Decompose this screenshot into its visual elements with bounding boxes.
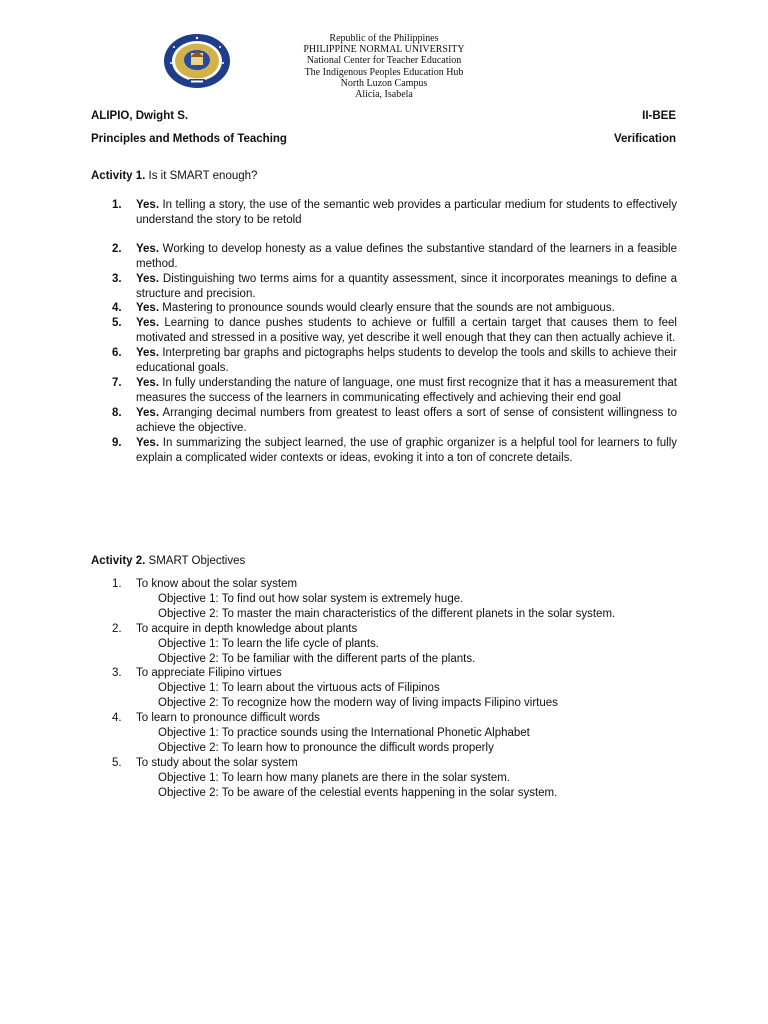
activity2-title: SMART Objectives	[148, 555, 246, 567]
course-info-row	[91, 133, 676, 145]
objective-2: Objective 2: To be familiar with the different parts of the plants.	[158, 652, 476, 665]
activity2-label: Activity 2.	[91, 555, 146, 567]
activity1-heading	[91, 170, 257, 182]
letterhead	[234, 33, 534, 100]
activity2-list	[112, 577, 677, 801]
list-item: 4. To learn to pronounce difficult words Objective 1: To practice sounds using the International Phonetic Alphabet Objective 2: To learn how to pronounce the difficult words properly	[112, 711, 677, 756]
list-item: 3. To appreciate Filipino virtues Objective 1: To learn about the virtuous acts of Filipinos Objective 2: To recognize how the modern way of living impacts Filipino virtues	[112, 666, 677, 711]
list-item: 1. Yes. In telling a story, the use of the semantic web provides a particular medium for students to effectively understand the story to be retold	[112, 199, 677, 226]
list-item: 2. To acquire in depth knowledge about plants Objective 1: To learn the life cycle of plants. Objective 2: To be familiar with the different parts of the plants.	[112, 622, 677, 667]
list-item: 4. Yes. Mastering to pronounce sounds would clearly ensure that the sounds are not ambiguous.	[112, 302, 615, 315]
goal-text: To study about the solar system	[136, 756, 298, 769]
activity1-title: Is it SMART enough?	[148, 170, 258, 182]
list-item: 6. Yes. Interpreting bar graphs and pictographs helps students to develop the tools and skills to achieve their educational goals.	[112, 347, 677, 375]
student-section: II-BEE	[642, 110, 676, 122]
list-item: 3. Yes. Distinguishing two terms aims for a quantity assessment, since it incorporates meanings to define a structure and precision.	[112, 272, 677, 300]
header-line-campus: North Luzon Campus	[340, 77, 428, 89]
course-title: Principles and Methods of Teaching	[91, 133, 287, 145]
objective-2: Objective 2: To learn how to pronounce the difficult words properly	[158, 741, 494, 754]
list-item: 9. Yes. In summarizing the subject learned, the use of graphic organizer is a helpful tool for learners to fully explain a complicated wider contexts or ideas, evoking it into a ton of concrete details.	[112, 436, 677, 464]
header-line-republic: Republic of the Philippines	[329, 33, 439, 44]
objective-1: Objective 1: To learn how many planets are there in the solar system.	[158, 771, 510, 784]
goal-text: To acquire in depth knowledge about plants	[136, 622, 358, 635]
header-line-location: Alicia, Isabela	[355, 89, 413, 101]
header-line-hub: The Indigenous Peoples Education Hub	[304, 66, 464, 78]
list-item: 2. Yes. Working to develop honesty as a value defines the substantive standard of the learners in a feasible method.	[112, 242, 677, 270]
course-type: Verification	[614, 133, 676, 145]
objective-1: Objective 1: To learn about the virtuous acts of Filipinos	[158, 682, 440, 695]
list-item: 5. To study about the solar system Objective 1: To learn how many planets are there in the solar system. Objective 2: To be aware of the celestial events happening in the solar system.	[112, 756, 677, 801]
header-line-center: National Center for Teacher Education	[306, 55, 462, 67]
list-item: 7. Yes. In fully understanding the nature of language, one must first recognize that it has a measurement that measures the success of the learners in communicating effectively and achieving their end goal	[112, 376, 677, 404]
student-name: ALIPIO, Dwight S.	[91, 110, 189, 122]
objective-2: Objective 2: To recognize how the modern way of living impacts Filipino virtues	[158, 697, 558, 710]
student-info-row	[91, 110, 676, 122]
university-seal-logo	[162, 33, 232, 89]
objective-1: Objective 1: To find out how solar system is extremely huge.	[158, 592, 464, 605]
activity2-heading	[91, 555, 245, 567]
list-item: 5. Yes. Learning to dance pushes students to achieve or fulfill a certain target that causes them to feel motivated and stressed in a positive way, yet describe it well enough that they can then actually achieve it.	[112, 317, 677, 345]
goal-text: To learn to pronounce difficult words	[136, 712, 320, 725]
goal-text: To appreciate Filipino virtues	[136, 667, 282, 680]
objective-1: Objective 1: To learn the life cycle of plants.	[158, 637, 379, 650]
activity1-list	[112, 198, 677, 465]
activity1-label: Activity 1.	[91, 170, 146, 182]
list-item: 8. Yes. Arranging decimal numbers from greatest to least offers a sort of sense of consistent willingness to achieve the objective.	[112, 406, 678, 434]
objective-1: Objective 1: To practice sounds using the International Phonetic Alphabet	[158, 727, 530, 740]
list-item: 1. To know about the solar system Objective 1: To find out how solar system is extremely huge. Objective 2: To master the main characteristics of the different planets in the solar system.	[112, 577, 677, 622]
goal-text: To know about the solar system	[136, 578, 298, 590]
header-line-university: PHILIPPINE NORMAL UNIVERSITY	[303, 44, 465, 56]
objective-2: Objective 2: To master the main characteristics of the different planets in the solar system.	[158, 607, 616, 620]
objective-2: Objective 2: To be aware of the celestial events happening in the solar system.	[158, 786, 558, 799]
